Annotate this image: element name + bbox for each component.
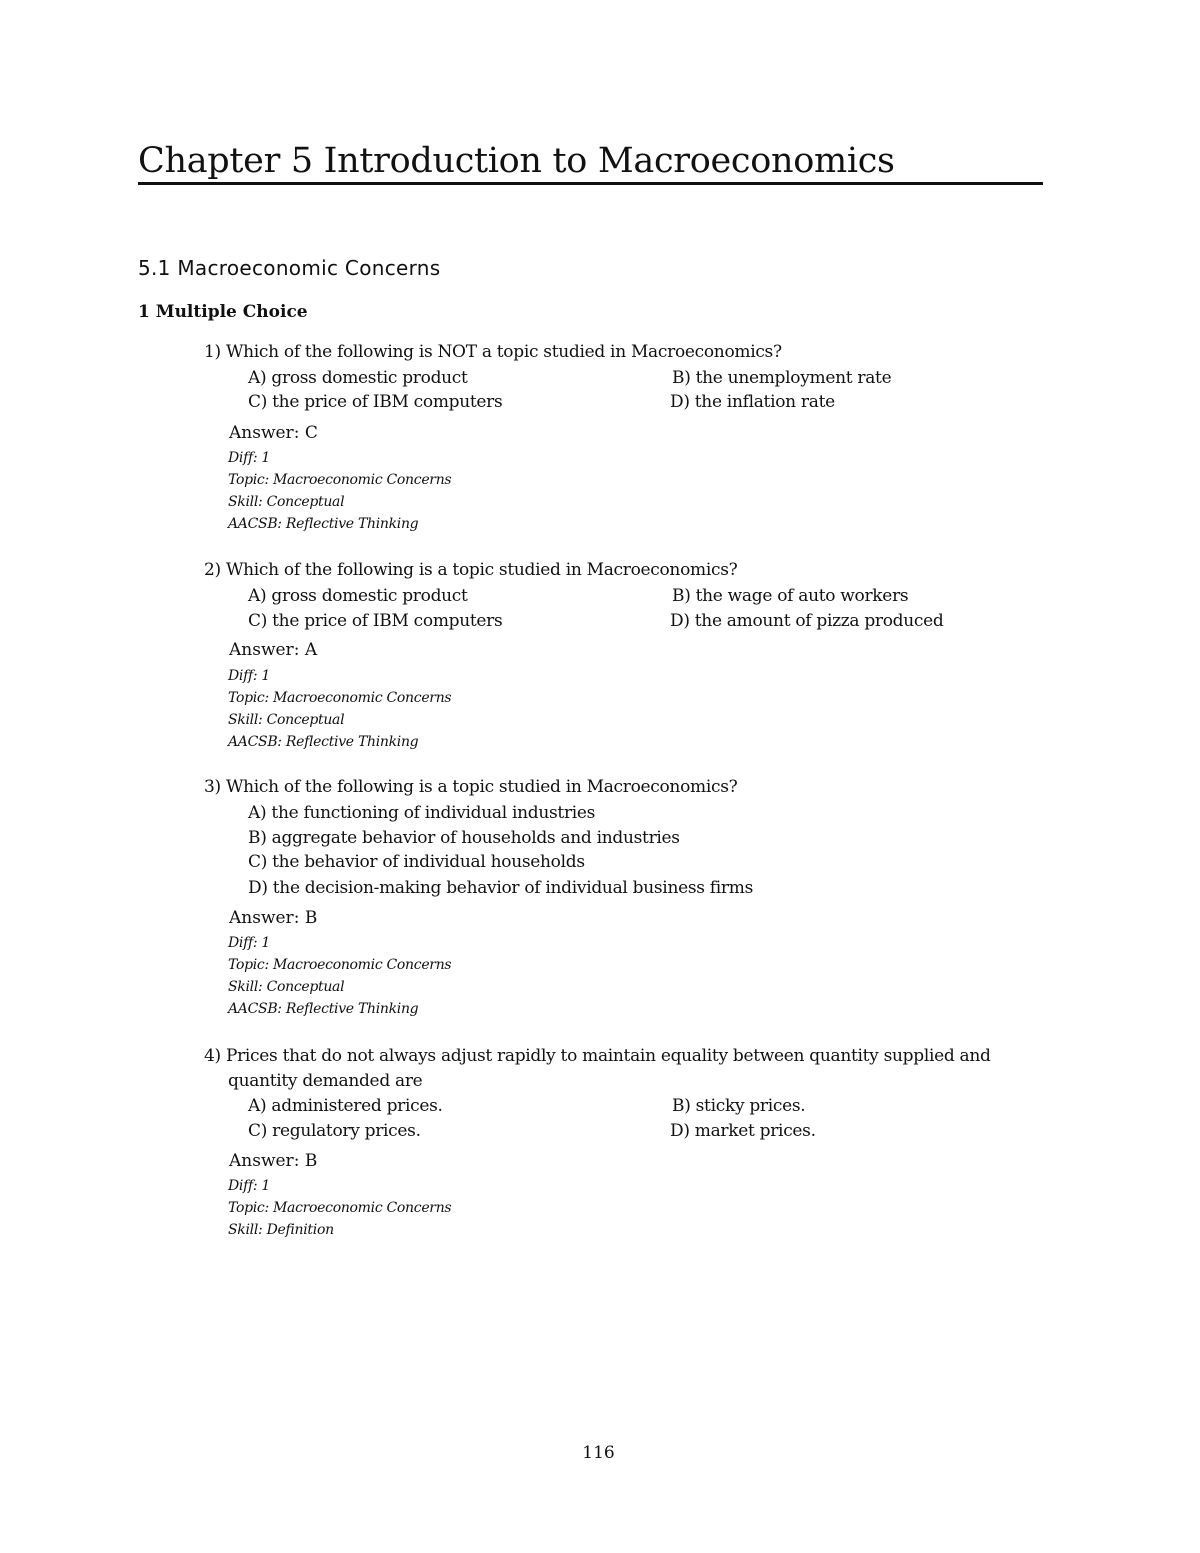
answer-option-c: C) the price of IBM computers: [248, 611, 503, 631]
answer-option-d: D) the amount of pizza produced: [670, 611, 944, 631]
answer-option-b: B) sticky prices.: [672, 1096, 806, 1116]
aacsb-meta: AACSB: Reflective Thinking: [228, 1001, 419, 1017]
question-stem: 3) Which of the following is a topic studied in Macroeconomics?: [204, 777, 738, 797]
answer-option-d: D) market prices.: [670, 1121, 816, 1141]
skill-meta: Skill: Conceptual: [228, 712, 345, 728]
topic-meta: Topic: Macroeconomic Concerns: [228, 957, 452, 973]
question-stem: 1) Which of the following is NOT a topic studied in Macroeconomics?: [204, 342, 782, 362]
aacsb-meta: AACSB: Reflective Thinking: [228, 734, 419, 750]
answer-option-a: A) administered prices.: [248, 1096, 443, 1116]
answer-option-c: C) the price of IBM computers: [248, 392, 503, 412]
chapter-title-rule: [138, 182, 1043, 185]
answer-key: Answer: B: [229, 908, 318, 928]
skill-meta: Skill: Definition: [228, 1222, 334, 1238]
difficulty-meta: Diff: 1: [228, 668, 271, 684]
question-stem-text: 4) Prices that do not always adjust rapidly to maintain equality between quantity supplied and quantity demanded are: [204, 1046, 991, 1091]
answer-option-d: D) the decision-making behavior of individual business firms: [248, 878, 753, 898]
answer-option-c: C) regulatory prices.: [248, 1121, 421, 1141]
section-title: 5.1 Macroeconomic Concerns: [138, 256, 441, 280]
chapter-title: Chapter 5 Introduction to Macroeconomics: [138, 141, 895, 181]
answer-key: Answer: C: [229, 423, 318, 443]
answer-key: Answer: B: [229, 1151, 318, 1171]
question-stem: 2) Which of the following is a topic studied in Macroeconomics?: [204, 560, 738, 580]
question-stem: [204, 1044, 1024, 1094]
skill-meta: Skill: Conceptual: [228, 494, 345, 510]
answer-option-a: A) the functioning of individual industries: [248, 803, 596, 823]
answer-key: Answer: A: [229, 640, 318, 660]
skill-meta: Skill: Conceptual: [228, 979, 345, 995]
answer-option-a: A) gross domestic product: [248, 368, 468, 388]
question-type-heading: 1 Multiple Choice: [138, 302, 308, 322]
answer-option-b: B) aggregate behavior of households and industries: [248, 828, 680, 848]
page-number: 116: [582, 1443, 615, 1463]
answer-option-c: C) the behavior of individual households: [248, 852, 585, 872]
answer-option-b: B) the unemployment rate: [672, 368, 892, 388]
difficulty-meta: Diff: 1: [228, 450, 271, 466]
topic-meta: Topic: Macroeconomic Concerns: [228, 472, 452, 488]
topic-meta: Topic: Macroeconomic Concerns: [228, 1200, 452, 1216]
answer-option-d: D) the inflation rate: [670, 392, 835, 412]
aacsb-meta: AACSB: Reflective Thinking: [228, 516, 419, 532]
answer-option-b: B) the wage of auto workers: [672, 586, 909, 606]
difficulty-meta: Diff: 1: [228, 935, 271, 951]
topic-meta: Topic: Macroeconomic Concerns: [228, 690, 452, 706]
answer-option-a: A) gross domestic product: [248, 586, 468, 606]
difficulty-meta: Diff: 1: [228, 1178, 271, 1194]
